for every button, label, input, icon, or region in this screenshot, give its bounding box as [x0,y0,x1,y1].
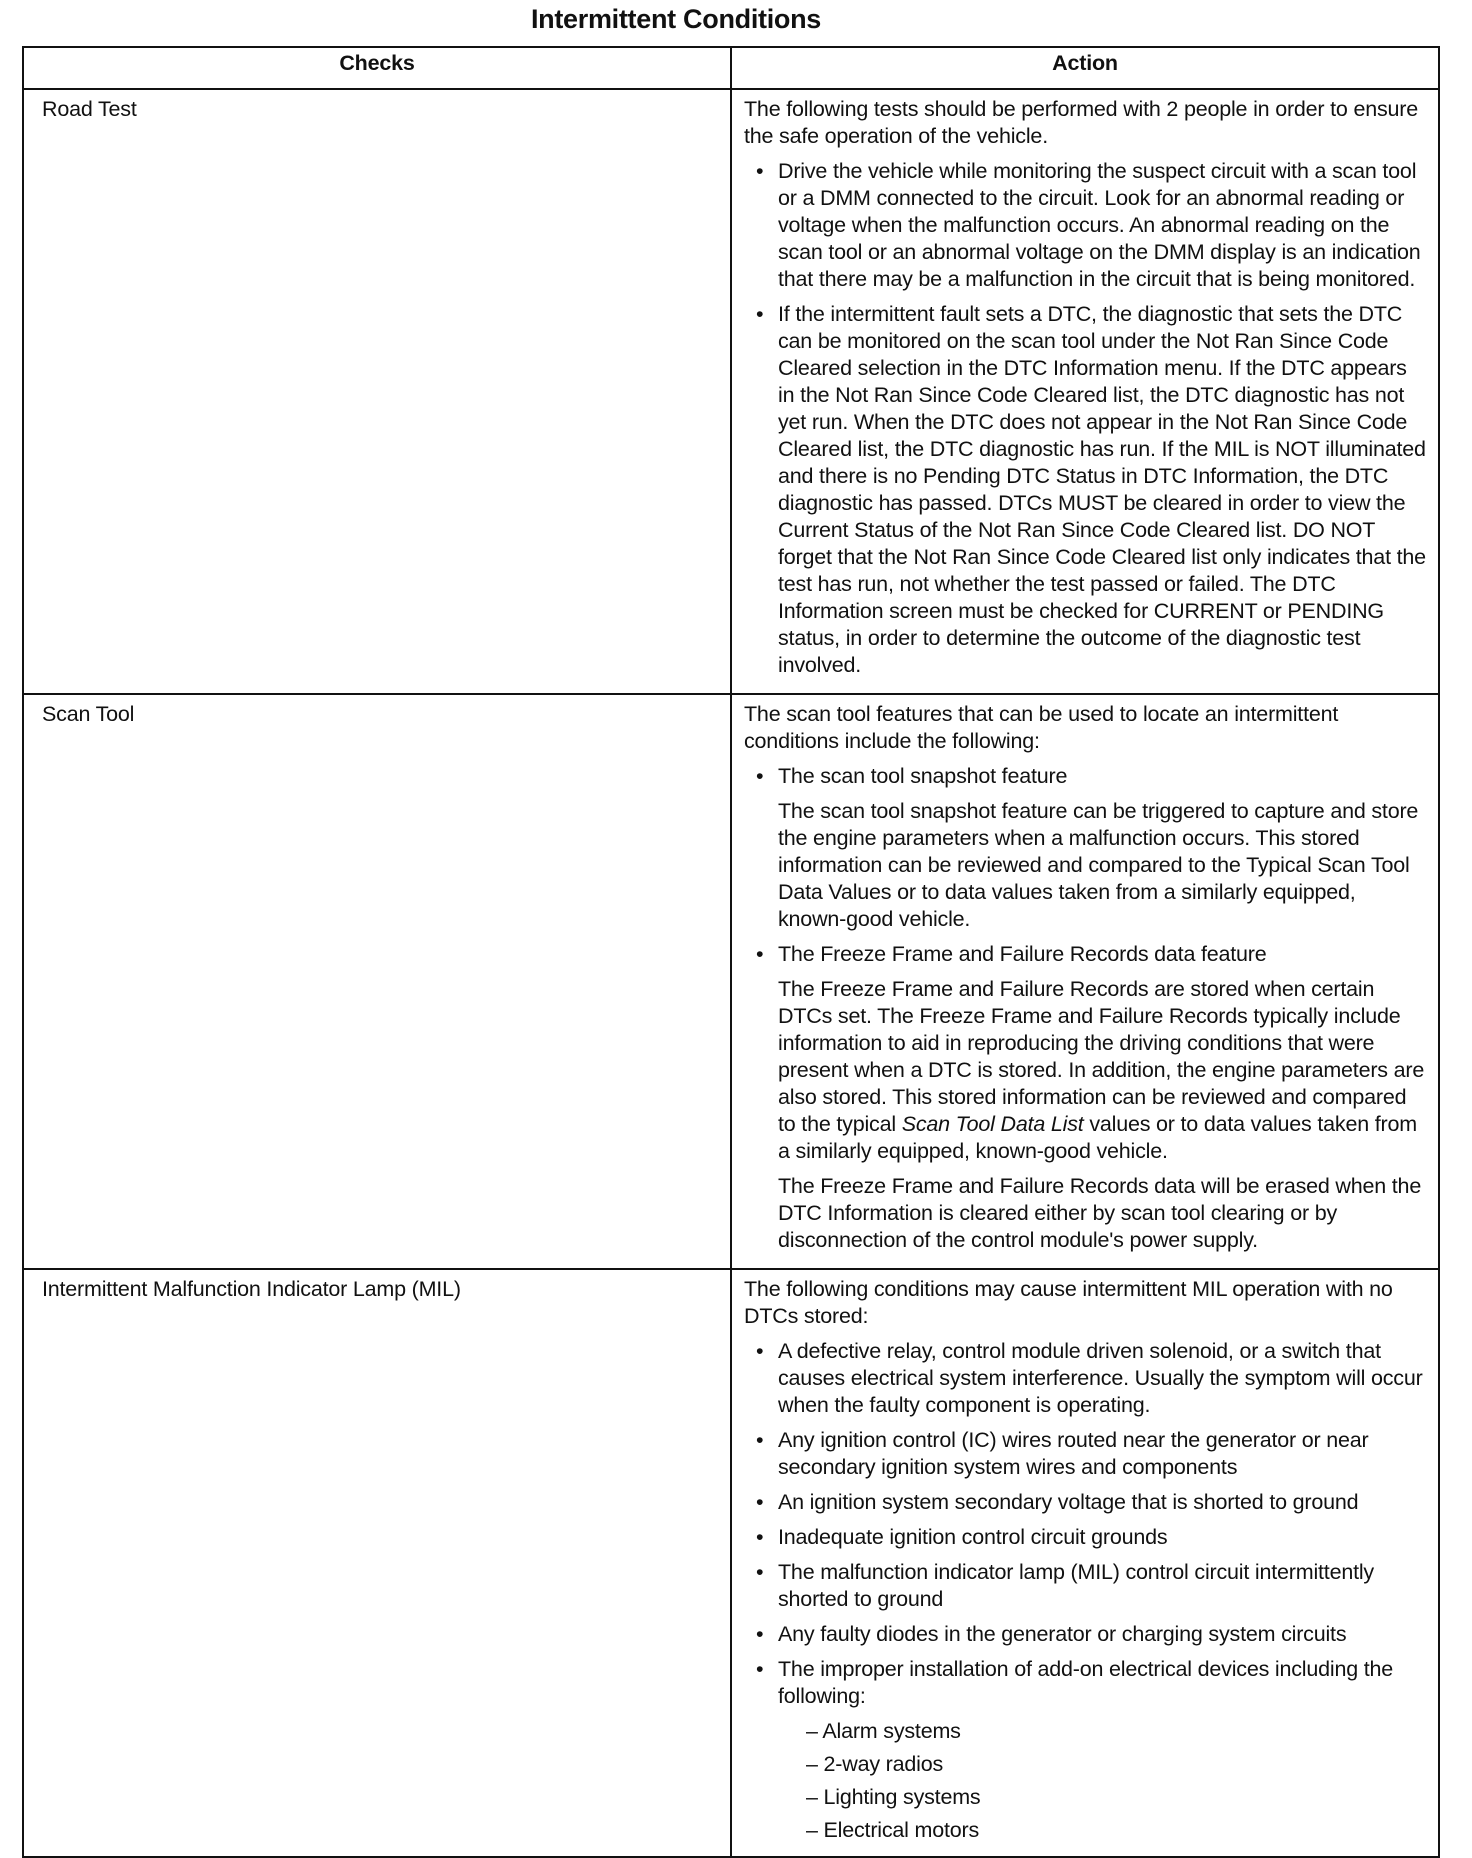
sub-list-item: – 2-way radios [806,1752,944,1776]
list-item-text: Drive the vehicle while monitoring the suspect circuit with a scan tool or a DMM connected to the circuit. Look for an abnormal reading or voltage when the malfunction occurs. An abnormal reading on the scan tool or an abnormal voltage on the DMM display is an indication that there may be a malfunction in the circuit that is being monitored. [778,159,1421,291]
list-item-text: If the intermittent fault sets a DTC, the diagnostic that sets the DTC can be monitored on the scan tool under the Not Ran Since Code Cleared selection in the DTC Information menu. If the DTC appears in the Not Ran Since Code Cleared list, the DTC diagnostic has not yet run. When the DTC does not appear in the Not Ran Since Code Cleared list, the DTC diagnostic has run. If the MIL is NOT illuminated and there is no Pending DTC Status in DTC Information, the DTC diagnostic has passed. DTCs MUST be cleared in order to view the Current Status of the Not Ran Since Code Cleared list. DO NOT forget that the Not Ran Since Code Cleared list only indicates that the test has run, not whether the test passed or failed. The DTC Information screen must be checked for CURRENT or PENDING status, in order to determine the outcome of the diagnostic test involved. [778,302,1426,677]
bullet-list [744,763,1428,1254]
list-item-text: A defective relay, control module driven solenoid, or a switch that causes electrical system interference. Usually the symptom will occur when the faulty component is operating. [778,1339,1423,1417]
bullet-icon: • [756,764,764,788]
intermittent-conditions-table [22,46,1440,1858]
bullet-icon: • [756,1622,764,1646]
header-row [23,47,1439,89]
list-item-text: The scan tool snapshot feature [778,764,1068,788]
list-item-text: Any ignition control (IC) wires routed near the generator or near secondary ignition system wires and components [778,1428,1369,1479]
list-item-text: Inadequate ignition control circuit grounds [778,1525,1168,1549]
action-cell [731,694,1439,1269]
list-item-text: An ignition system secondary voltage that is shorted to ground [778,1490,1359,1514]
bullet-list [744,1338,1428,1844]
sub-list-item-text: Alarm systems [822,1719,961,1743]
list-item [756,1489,1428,1516]
bullet-icon: • [756,1428,764,1452]
paragraph-text: The Freeze Frame and Failure Records are stored when certain DTCs set. The Freeze Frame and Failure Records typically include information to aid in reproducing the driving conditions that were present when a DTC is stored. In addition, the engine parameters are also stored. This stored information can be reviewed and compared to the typical [778,977,1425,1136]
check-cell: Intermittent Malfunction Indicator Lamp (MIL) [23,1269,731,1857]
paragraph: The scan tool snapshot feature can be triggered to capture and store the engine parameters when a malfunction occurs. This stored information can be reviewed and compared to the Typical Scan Tool Data Values or to data values taken from a similarly equipped, known-good vehicle. [778,799,1419,931]
list-item [756,1621,1428,1648]
page-title: Intermittent Conditions [530,4,822,34]
sub-list-item-text: Electrical motors [823,1818,980,1842]
list-item-text: Any faulty diodes in the generator or charging system circuits [778,1622,1347,1646]
table-row [23,89,1439,694]
list-item [756,158,1428,293]
list-item [756,1427,1428,1481]
action-intro: The following tests should be performed with 2 people in order to ensure the safe operation of the vehicle. [744,97,1418,148]
list-item-text: The malfunction indicator lamp (MIL) control circuit intermittently shorted to ground [778,1560,1374,1611]
list-item [756,1559,1428,1613]
bullet-icon: • [756,1657,764,1681]
paragraph-text: values or to data values taken from a similarly equipped, known-good vehicle. [778,1112,1417,1163]
list-item-text: The Freeze Frame and Failure Records data feature [778,942,1267,966]
header-action: Action [731,47,1439,89]
bullet-icon: • [756,1560,764,1584]
list-item [756,941,1428,968]
check-cell: Scan Tool [23,694,731,1269]
sub-list-item: – Alarm systems [806,1719,961,1743]
sub-list-item: – Electrical motors [806,1818,980,1842]
list-item [756,1656,1428,1710]
paragraph: The Freeze Frame and Failure Records data will be erased when the DTC Information is cleared either by scan tool clearing or by disconnection of the control module's power supply. [778,1174,1422,1252]
bullet-icon: • [756,302,764,326]
table-row [23,1269,1439,1857]
check-cell: Road Test [23,89,731,694]
header-checks: Checks [23,47,731,89]
list-item-text: The improper installation of add-on electrical devices including the following: [778,1657,1394,1708]
action-intro: The following conditions may cause intermittent MIL operation with no DTCs stored: [744,1277,1393,1328]
action-cell [731,89,1439,694]
list-item [756,763,1428,790]
bullet-list [744,158,1428,679]
sub-list-item-text: Lighting systems [823,1785,981,1809]
list-item [756,1338,1428,1419]
sub-list-item-text: 2-way radios [823,1752,944,1776]
italic-reference: Scan Tool Data List [901,1112,1084,1136]
sub-list-item: – Lighting systems [806,1785,981,1809]
list-item [756,1524,1428,1551]
table-row [23,694,1439,1269]
action-cell [731,1269,1439,1857]
list-item [756,301,1428,679]
bullet-icon: • [756,942,764,966]
paragraph [778,976,1428,1165]
bullet-icon: • [756,1490,764,1514]
bullet-icon: • [756,1339,764,1363]
bullet-icon: • [756,1525,764,1549]
action-intro: The scan tool features that can be used to locate an intermittent conditions include the following: [744,702,1339,753]
bullet-icon: • [756,159,764,183]
